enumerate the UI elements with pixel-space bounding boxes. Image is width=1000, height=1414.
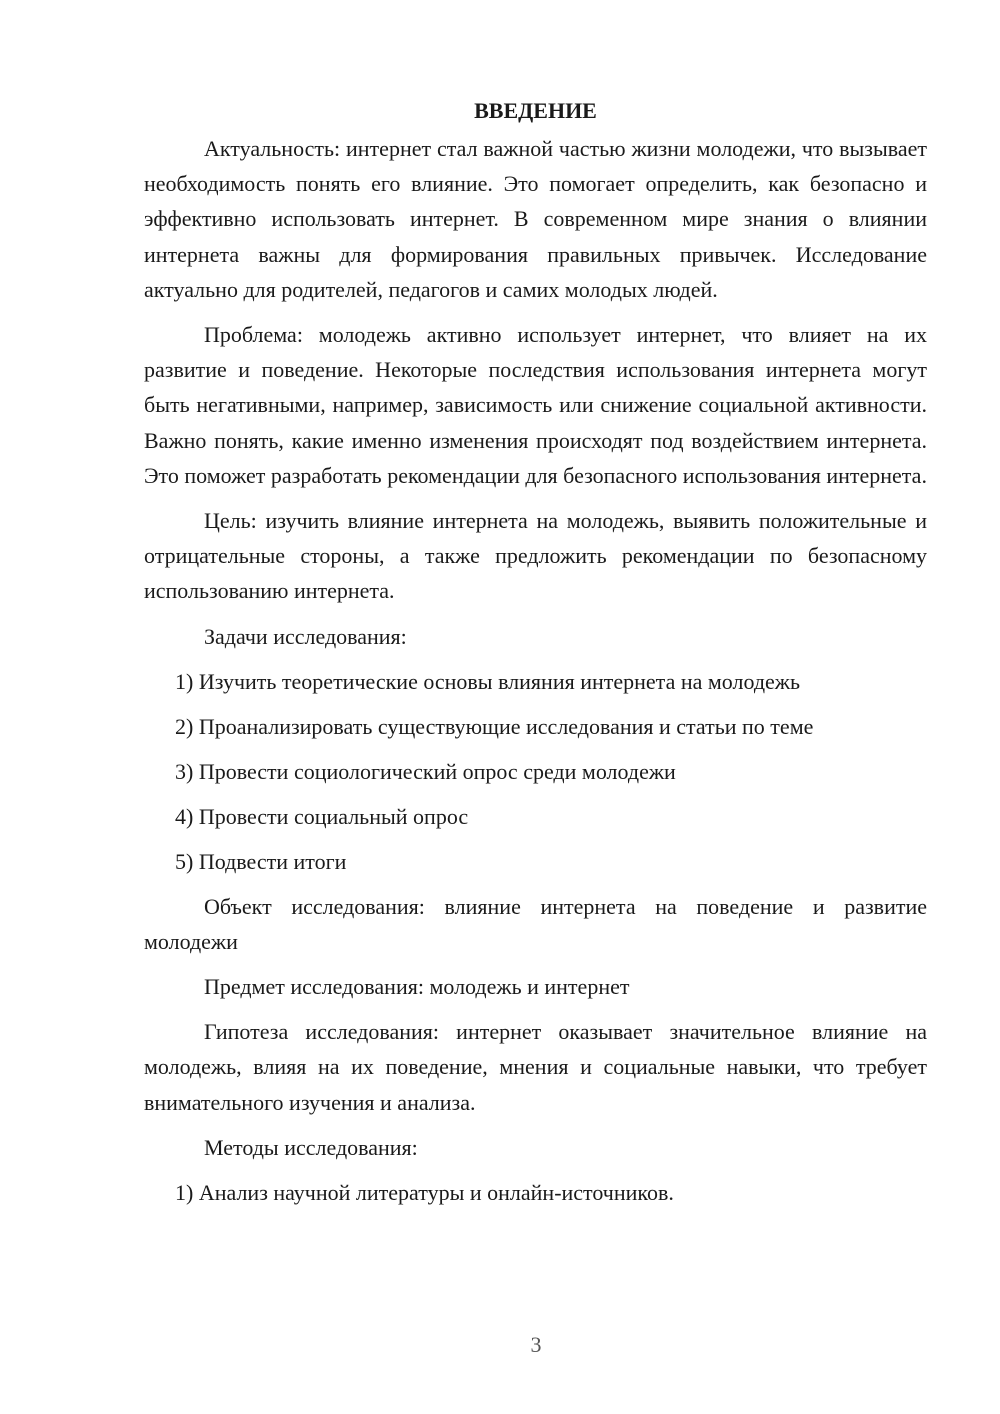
paragraph-goal: Цель: изучить влияние интернета на молодежь, выявить положительные и отрицательные стороны, а также предложить рекомендации по безопасному использованию интернета. [144,508,927,604]
section-heading: ВВЕДЕНИЕ [474,98,597,123]
task-item-2: 2) Проанализировать существующие исследования и статьи по теме [175,713,814,739]
paragraph-object: Объект исследования: влияние интернета на поведение и развитие молодежи [144,893,927,954]
page-number: 3 [530,1332,542,1357]
task-item-5: 5) Подвести итоги [175,848,347,874]
document-page [144,93,927,1220]
method-item-1: 1) Анализ научной литературы и онлайн-источников. [175,1179,674,1205]
task-item-1: 1) Изучить теоретические основы влияния интернета на молодежь [175,668,801,694]
paragraph-subject: Предмет исследования: молодежь и интернет [204,974,630,1000]
task-item-3: 3) Провести социологический опрос среди молодежи [175,758,676,784]
tasks-label: Задачи исследования: [204,623,407,649]
methods-label: Методы исследования: [204,1134,418,1160]
paragraph-hypothesis: Гипотеза исследования: интернет оказывает значительное влияние на молодежь, влияя на их поведение, мнения и социальные навыки, что требует внимательного изучения и анализа. [144,1019,927,1115]
paragraph-relevance: Актуальность: интернет стал важной частью жизни молодежи, что вызывает необходимость понять его влияние. Это помогает определить, как безопасно и эффективно использовать интернет. В современном мире знания о влиянии интернета важны для формирования правильных привычек. Исследование актуально для родителей, педагогов и самих молодых людей. [144,136,927,302]
paragraph-problem: Проблема: молодежь активно использует интернет, что влияет на их развитие и поведение. Некоторые последствия использования интернета могут быть негативными, например, зависимость или снижение социальной активности. Важно понять, какие именно изменения происходят под воздействием интернета. Это поможет разработать рекомендации для безопасного использования интернета. [144,322,927,488]
task-item-4: 4) Провести социальный опрос [175,803,469,829]
